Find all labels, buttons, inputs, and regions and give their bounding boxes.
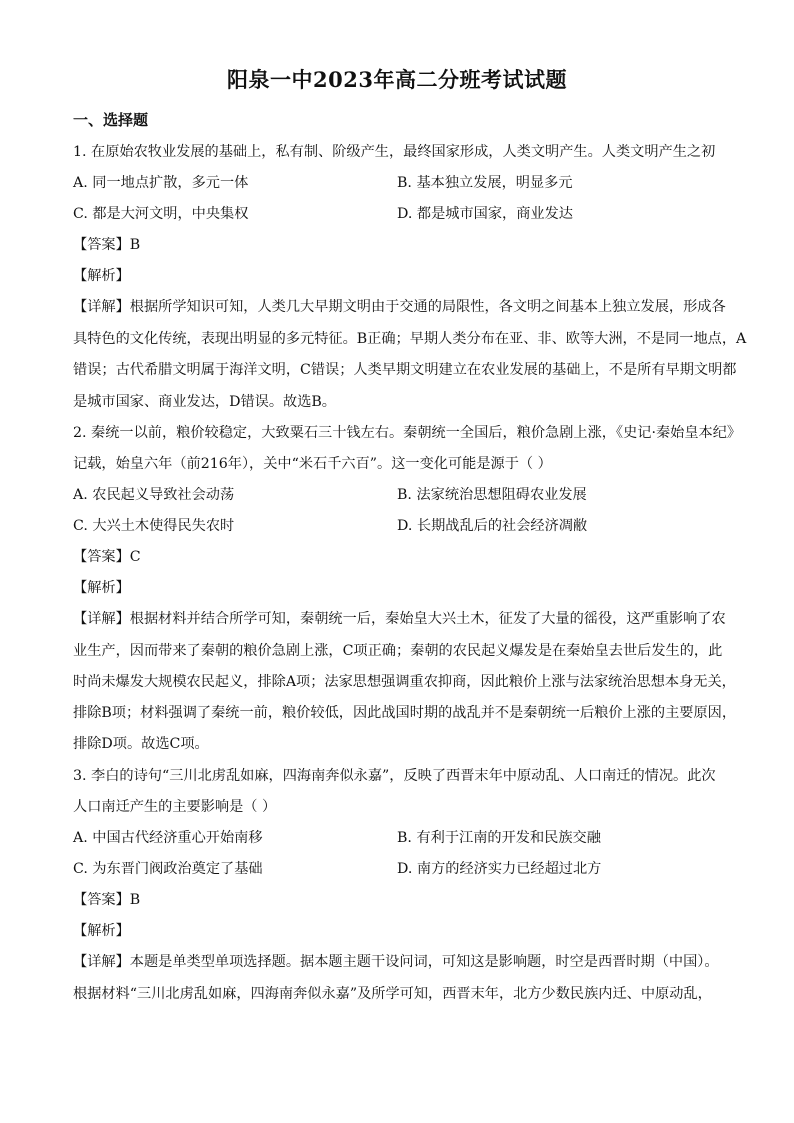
q2-stem-line: 2. 秦统一以前，粮价较稳定，大致粟石三十钱左右。秦朝统一全国后，粮价急剧上涨，《史记·秦始皇本纪》 (73, 425, 742, 441)
q2-detail-line: 业生产，因而带来了秦朝的粮价急剧上涨，C项正确；秦朝的农民起义爆发是在秦始皇去世后发生的，此 (73, 643, 723, 659)
q1-detail-line: 是城市国家、商业发达，D错误。故选B。 (73, 394, 336, 410)
section-heading: 一、选择题 (73, 111, 149, 129)
q3-stem-line: 人口南迁产生的主要影响是（ ） (73, 799, 277, 815)
q3-option-a: A. 中国古代经济重心开始南移 (73, 830, 263, 846)
q2-analysis-label: 【解析】 (73, 580, 130, 596)
q3-stem-line: 3. 李白的诗句“三川北虏乱如麻，四海南奔似永嘉”，反映了西晋末年中原动乱、人口南迁的情况。此次 (73, 768, 716, 784)
q3-detail-line: 【详解】本题是单类型单项选择题。据本题主题干设问词，可知这是影响题，时空是西晋时期（中国）。 (73, 954, 719, 970)
page-title: 阳泉一中2023年高二分班考试试题 (227, 67, 567, 92)
q3-option-b: B. 有利于江南的开发和民族交融 (397, 830, 601, 846)
q2-stem-line: 记载，始皇六年（前216年），关中“米石千六百”。这一变化可能是源于（ ） (73, 456, 552, 472)
q2-option-d: D. 长期战乱后的社会经济凋敝 (397, 518, 588, 534)
q1-detail-line: 【详解】根据所学知识可知，人类几大早期文明由于交通的局限性，各文明之间基本上独立发展，形成各 (73, 299, 726, 315)
q1-option-c: C. 都是大河文明，中央集权 (73, 206, 249, 222)
q1-detail-line: 具特色的文化传统，表现出明显的多元特征。B正确；早期人类分布在亚、非、欧等大洲，不是同一地点，A (73, 331, 747, 347)
q1-detail-line: 错误；古代希腊文明属于海洋文明，C错误；人类早期文明建立在农业发展的基础上，不是所有早期文明都 (73, 362, 737, 378)
q1-option-d: D. 都是城市国家，商业发达 (397, 206, 573, 222)
q2-detail-line: 排除D项。故选C项。 (73, 736, 209, 752)
q2-option-a: A. 农民起义导致社会动荡 (73, 487, 235, 503)
q3-answer: 【答案】B (73, 892, 141, 908)
q3-detail-line: 根据材料“三川北虏乱如麻，四海南奔似永嘉”及所学可知，西晋末年，北方少数民族内迁、中原动乱， (73, 986, 712, 1002)
q3-analysis-label: 【解析】 (73, 923, 130, 939)
q2-option-c: C. 大兴土木使得民失农时 (73, 518, 235, 534)
q2-option-b: B. 法家统治思想阻碍农业发展 (397, 487, 587, 503)
q2-detail-line: 排除B项；材料强调了秦统一前，粮价较低，因此战国时期的战乱并不是秦朝统一后粮价上涨的主要原因， (73, 705, 737, 721)
q2-answer: 【答案】C (73, 549, 141, 565)
q1-option-b: B. 基本独立发展，明显多元 (397, 175, 573, 191)
q1-stem: 1. 在原始农牧业发展的基础上，私有制、阶级产生，最终国家形成，人类文明产生。人类文明产生之初 (73, 144, 716, 160)
q2-detail-line: 时尚未爆发大规模农民起义，排除A项；法家思想强调重农抑商，因此粮价上涨与法家统治思想本身无关， (73, 674, 736, 690)
q1-option-a: A. 同一地点扩散，多元一体 (73, 175, 249, 191)
q2-detail-line: 【详解】根据材料并结合所学可知，秦朝统一后，秦始皇大兴土木，征发了大量的徭役，这严重影响了农 (73, 611, 726, 627)
q1-analysis-label: 【解析】 (73, 268, 130, 284)
q1-answer: 【答案】B (73, 237, 141, 253)
q3-option-c: C. 为东晋门阀政治奠定了基础 (73, 861, 263, 877)
q3-option-d: D. 南方的经济实力已经超过北方 (397, 861, 602, 877)
